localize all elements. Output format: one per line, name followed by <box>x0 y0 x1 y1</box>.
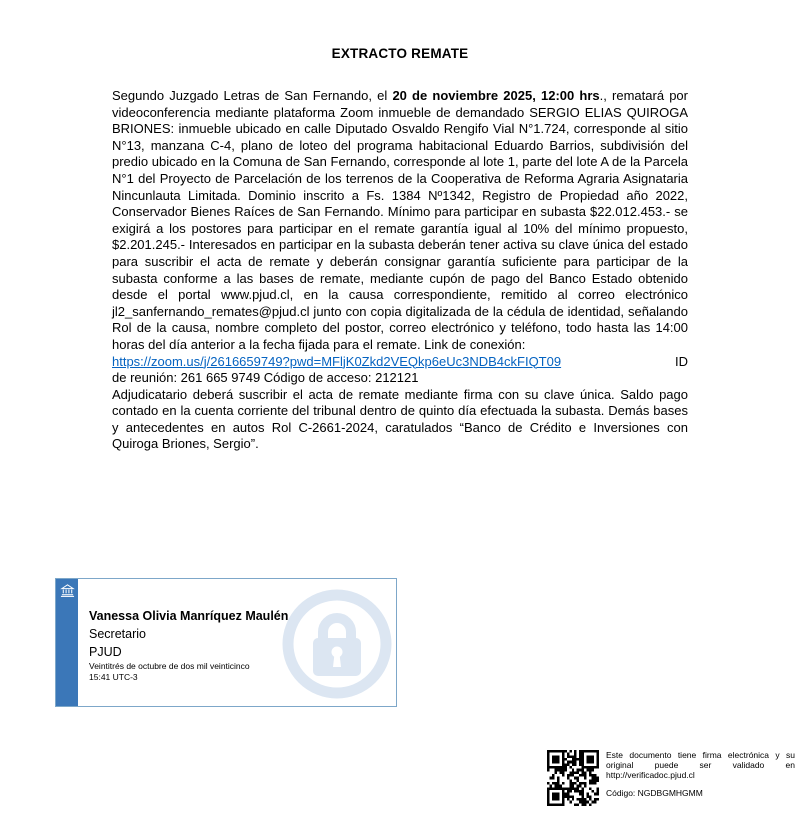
verification-statement: Este documento tiene firma electrónica y su original puede ser validado en http://verificadoc.pjud.cl <box>606 750 795 780</box>
closing-paragraph: Adjudicatario deberá suscribir el acta de remate mediante firma con su clave única. Saldo pago contado en la cuenta corriente del tribunal dentro de quinto día efectuada la subasta. Demás bases y antecedentes en autos Rol C-2661-2024, caratulados “Banco de Crédito e Inversiones con Quiroga Briones, Sergio”. <box>112 386 688 452</box>
page-title: EXTRACTO REMATE <box>331 46 469 61</box>
paragraph-text: ., rematará por videoconferencia mediante plataforma Zoom inmueble de demandado SERGIO ELIAS QUIROGA BRIONES: inmueble ubicado en calle Diputado Osvaldo Rengifo Vial N°1.724, corresponde al sitio N°13, manzana C-4, plano de loteo del programa habitacional Eduardo Barrios, subdivisión del predio ubicado en la Comuna de San Fernando, corresponde al lote 1, parte del lote A de la Parcela N°1 del Proyecto de Parcelación de los terrenos de la Cooperativa de Reforma Agraria Asignataria Nincunlauta Limitada. Dominio inscrito a Fs. 1384 Nº1342, Registro de Propiedad año 2022, Conservador Bienes Raíces de San Fernando. Mínimo para participar en subasta $22.012.453.- se exigirá a los postores para participar en el remate garantía igual al 10% del mínimo propuesto, $2.201.245.- Interesados en participar en la subasta deberán tener activa su clave única del estado para suscribir el acta de remate y deberán consignar garantía suficiente para participar de la subasta conforme a las bases de remate, mediante cupón de pago del Banco Estado obtenido desde el portal www.pjud.cl, en la causa correspondiente, remitido al correo electrónico jl2_sanfernando_remates@pjud.cl junto con copia digitalizada de la cédula de identidad, señalando Rol de la causa, nombre completo del postor, correo electrónico y teléfono, todo hasta las 14:00 horas del día anterior a la fecha fijada para el remate. Link de conexión: <box>112 88 688 352</box>
signature-sidebar <box>56 579 78 706</box>
main-paragraph <box>112 88 688 354</box>
qr-code <box>547 750 599 806</box>
verification-text <box>606 750 795 806</box>
zoom-meeting-link[interactable]: https://zoom.us/j/2616659749?pwd=MFljK0Zkd2VEQkp6eUc3NDB4ckFIQT09 <box>112 353 562 369</box>
auction-datetime: 20 de noviembre 2025, 12:00 hrs <box>392 88 600 103</box>
signer-role: Secretario <box>89 627 146 641</box>
signature-details <box>89 607 389 682</box>
bank-icon <box>60 579 75 706</box>
signature-time: 15:41 UTC-3 <box>89 671 138 682</box>
document-body <box>112 88 688 453</box>
signature-date: Veintitrés de octubre de dos mil veinticinco <box>89 661 250 671</box>
paragraph-text: Segundo Juzgado Letras de San Fernando, el <box>112 88 393 103</box>
meeting-info-line: de reunión: 261 665 9749 Código de acceso: 212121 <box>112 370 419 386</box>
signature-box <box>55 578 397 707</box>
connection-link-line <box>112 354 688 371</box>
meeting-id-label: ID <box>675 353 688 369</box>
verification-code: Código: NGDBGMHGMM <box>606 788 703 798</box>
verification-block <box>547 750 795 806</box>
signer-name: Vanessa Olivia Manríquez Maulén <box>89 609 289 623</box>
signer-organization: PJUD <box>89 645 122 659</box>
